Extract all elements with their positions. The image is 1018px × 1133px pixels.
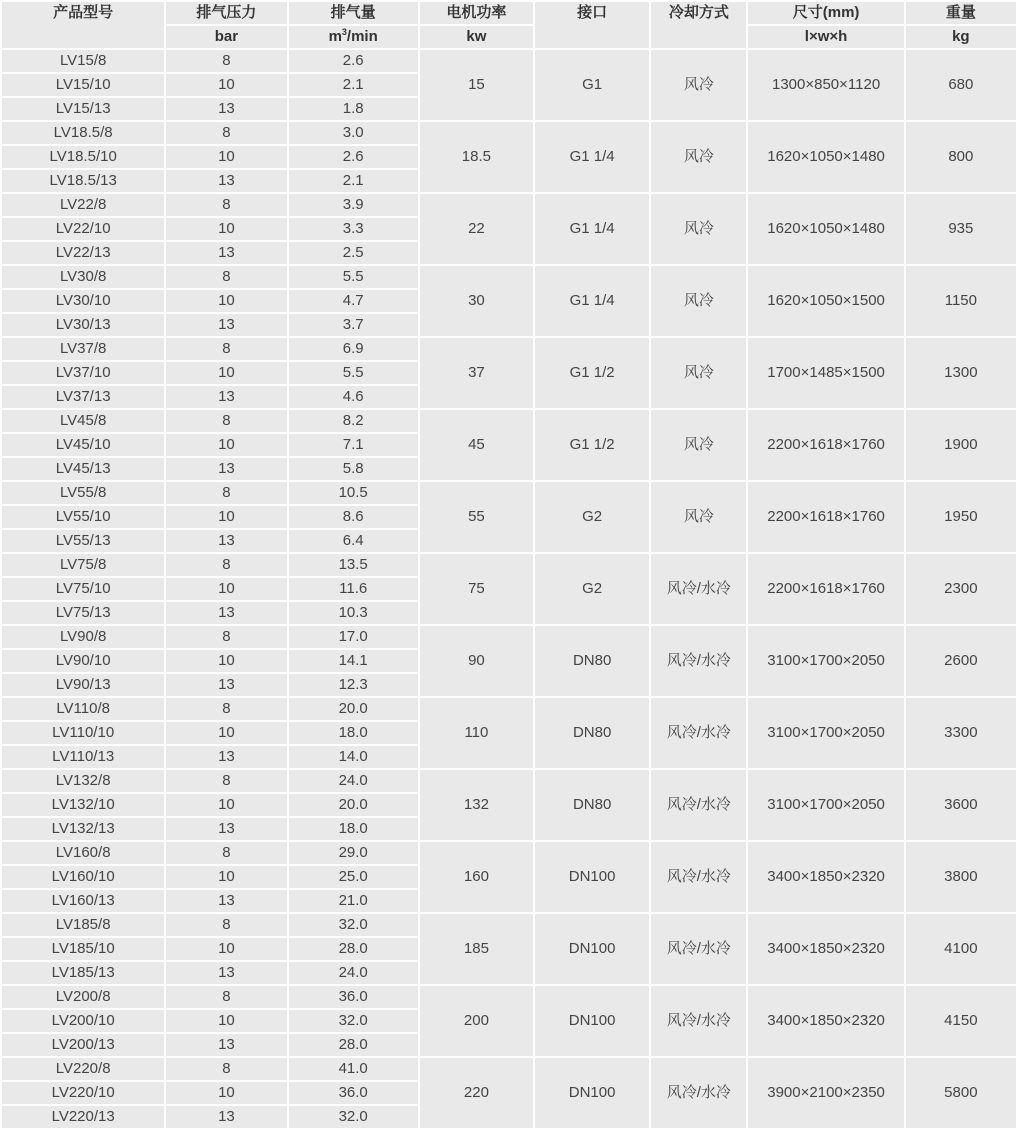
cell-pressure: 8 — [166, 338, 286, 360]
cell-flow: 3.7 — [289, 314, 418, 336]
cell-weight: 1150 — [906, 266, 1016, 336]
cell-flow: 11.6 — [289, 578, 418, 600]
table-row — [2, 698, 1016, 720]
cell-model: LV160/10 — [2, 866, 164, 888]
cell-size: 3900×2100×2350 — [748, 1058, 903, 1128]
cell-pressure: 10 — [166, 578, 286, 600]
cell-model: LV220/13 — [2, 1106, 164, 1128]
cell-pressure: 13 — [166, 98, 286, 120]
cell-model: LV185/10 — [2, 938, 164, 960]
cell-size: 1620×1050×1480 — [748, 122, 903, 192]
header-pressure: 排气压力 — [166, 2, 286, 24]
cell-flow: 10.3 — [289, 602, 418, 624]
cell-power: 110 — [420, 698, 533, 768]
cell-cooling: 风冷 — [651, 482, 746, 552]
cell-pressure: 13 — [166, 674, 286, 696]
cell-cooling: 风冷/水冷 — [651, 698, 746, 768]
cell-model: LV90/10 — [2, 650, 164, 672]
cell-flow: 3.9 — [289, 194, 418, 216]
cell-port: G1 1/2 — [535, 410, 649, 480]
cell-weight: 1950 — [906, 482, 1016, 552]
cell-model: LV160/8 — [2, 842, 164, 864]
cell-power: 45 — [420, 410, 533, 480]
cell-model: LV18.5/13 — [2, 170, 164, 192]
cell-flow: 8.2 — [289, 410, 418, 432]
cell-model: LV15/10 — [2, 74, 164, 96]
cell-power: 160 — [420, 842, 533, 912]
cell-pressure: 10 — [166, 218, 286, 240]
cell-cooling: 风冷/水冷 — [651, 986, 746, 1056]
cell-size: 3100×1700×2050 — [748, 626, 903, 696]
cell-size: 2200×1618×1760 — [748, 410, 903, 480]
cell-flow: 6.9 — [289, 338, 418, 360]
table-row — [2, 266, 1016, 288]
cell-port: G1 1/2 — [535, 338, 649, 408]
cell-flow: 32.0 — [289, 914, 418, 936]
table-header — [2, 2, 1016, 48]
cell-power: 132 — [420, 770, 533, 840]
cell-model: LV30/13 — [2, 314, 164, 336]
cell-pressure: 8 — [166, 770, 286, 792]
cell-pressure: 10 — [166, 506, 286, 528]
cell-flow: 36.0 — [289, 1082, 418, 1104]
cell-pressure: 8 — [166, 626, 286, 648]
cell-pressure: 10 — [166, 938, 286, 960]
cell-flow: 24.0 — [289, 962, 418, 984]
cell-power: 15 — [420, 50, 533, 120]
cell-model: LV75/13 — [2, 602, 164, 624]
cell-flow: 8.6 — [289, 506, 418, 528]
header-power: 电机功率 — [420, 2, 533, 24]
cell-model: LV200/13 — [2, 1034, 164, 1056]
cell-cooling: 风冷 — [651, 194, 746, 264]
cell-flow: 7.1 — [289, 434, 418, 456]
cell-pressure: 8 — [166, 122, 286, 144]
cell-pressure: 10 — [166, 794, 286, 816]
cell-port: DN100 — [535, 914, 649, 984]
cell-weight: 800 — [906, 122, 1016, 192]
cell-pressure: 10 — [166, 650, 286, 672]
cell-pressure: 8 — [166, 482, 286, 504]
table-row — [2, 122, 1016, 144]
cell-size: 3400×1850×2320 — [748, 914, 903, 984]
table-row — [2, 338, 1016, 360]
cell-cooling: 风冷/水冷 — [651, 554, 746, 624]
header-power-unit: kw — [420, 26, 533, 48]
cell-model: LV45/8 — [2, 410, 164, 432]
cell-port: DN100 — [535, 842, 649, 912]
cell-weight: 680 — [906, 50, 1016, 120]
cell-model: LV55/10 — [2, 506, 164, 528]
header-row-labels — [2, 2, 1016, 24]
cell-flow: 25.0 — [289, 866, 418, 888]
cell-cooling: 风冷 — [651, 338, 746, 408]
header-flow-unit — [289, 26, 418, 48]
header-weight: 重量 — [906, 2, 1016, 24]
cell-cooling: 风冷/水冷 — [651, 914, 746, 984]
cell-flow: 28.0 — [289, 938, 418, 960]
table-row — [2, 194, 1016, 216]
table-body — [2, 50, 1016, 1128]
cell-model: LV200/10 — [2, 1010, 164, 1032]
table-row — [2, 626, 1016, 648]
cell-pressure: 10 — [166, 722, 286, 744]
header-port: 接口 — [535, 2, 649, 48]
header-model: 产品型号 — [2, 2, 164, 48]
cell-size: 3100×1700×2050 — [748, 770, 903, 840]
cell-port: DN80 — [535, 626, 649, 696]
cell-cooling: 风冷 — [651, 50, 746, 120]
cell-weight: 5800 — [906, 1058, 1016, 1128]
cell-size: 3400×1850×2320 — [748, 986, 903, 1056]
table-row — [2, 770, 1016, 792]
cell-cooling: 风冷 — [651, 266, 746, 336]
cell-flow: 20.0 — [289, 794, 418, 816]
cell-model: LV185/13 — [2, 962, 164, 984]
cell-pressure: 10 — [166, 434, 286, 456]
cell-pressure: 10 — [166, 290, 286, 312]
cell-power: 18.5 — [420, 122, 533, 192]
table-row — [2, 914, 1016, 936]
cell-cooling: 风冷/水冷 — [651, 1058, 746, 1128]
cell-pressure: 8 — [166, 698, 286, 720]
cell-size: 1620×1050×1480 — [748, 194, 903, 264]
cell-cooling: 风冷/水冷 — [651, 842, 746, 912]
cell-size: 3400×1850×2320 — [748, 842, 903, 912]
cell-flow: 14.0 — [289, 746, 418, 768]
cell-pressure: 13 — [166, 818, 286, 840]
cell-flow: 2.1 — [289, 170, 418, 192]
cell-flow: 3.0 — [289, 122, 418, 144]
cell-pressure: 10 — [166, 362, 286, 384]
cell-pressure: 13 — [166, 1106, 286, 1128]
cell-model: LV37/8 — [2, 338, 164, 360]
cell-port: DN100 — [535, 1058, 649, 1128]
cell-port: G1 1/4 — [535, 266, 649, 336]
cell-pressure: 8 — [166, 842, 286, 864]
cell-flow: 6.4 — [289, 530, 418, 552]
cell-port: DN100 — [535, 986, 649, 1056]
cell-port: G1 1/4 — [535, 194, 649, 264]
cell-port: DN80 — [535, 770, 649, 840]
cell-port: DN80 — [535, 698, 649, 768]
cell-power: 220 — [420, 1058, 533, 1128]
cell-weight: 4150 — [906, 986, 1016, 1056]
cell-pressure: 13 — [166, 314, 286, 336]
cell-model: LV22/10 — [2, 218, 164, 240]
cell-flow: 14.1 — [289, 650, 418, 672]
cell-power: 55 — [420, 482, 533, 552]
cell-flow: 2.6 — [289, 146, 418, 168]
cell-model: LV45/10 — [2, 434, 164, 456]
cell-pressure: 10 — [166, 74, 286, 96]
cell-flow: 4.6 — [289, 386, 418, 408]
cell-flow: 5.8 — [289, 458, 418, 480]
cell-model: LV22/13 — [2, 242, 164, 264]
table-row — [2, 482, 1016, 504]
cell-model: LV185/8 — [2, 914, 164, 936]
cell-weight: 1300 — [906, 338, 1016, 408]
cell-weight: 3600 — [906, 770, 1016, 840]
cell-weight: 2300 — [906, 554, 1016, 624]
cell-model: LV75/8 — [2, 554, 164, 576]
cell-model: LV75/10 — [2, 578, 164, 600]
cell-flow: 3.3 — [289, 218, 418, 240]
cell-weight: 3800 — [906, 842, 1016, 912]
cell-pressure: 10 — [166, 146, 286, 168]
header-flow: 排气量 — [289, 2, 418, 24]
cell-size: 2200×1618×1760 — [748, 554, 903, 624]
cell-flow: 4.7 — [289, 290, 418, 312]
cell-model: LV132/10 — [2, 794, 164, 816]
cell-power: 90 — [420, 626, 533, 696]
cell-pressure: 8 — [166, 914, 286, 936]
cell-model: LV220/8 — [2, 1058, 164, 1080]
cell-flow: 1.8 — [289, 98, 418, 120]
cell-port: G2 — [535, 482, 649, 552]
cell-port: G1 — [535, 50, 649, 120]
cell-cooling: 风冷/水冷 — [651, 770, 746, 840]
cell-model: LV37/13 — [2, 386, 164, 408]
cell-power: 200 — [420, 986, 533, 1056]
cell-model: LV15/8 — [2, 50, 164, 72]
header-size: 尺寸(mm) — [748, 2, 903, 24]
cell-flow: 5.5 — [289, 266, 418, 288]
cell-weight: 4100 — [906, 914, 1016, 984]
cell-flow: 32.0 — [289, 1010, 418, 1032]
cell-model: LV15/13 — [2, 98, 164, 120]
cell-flow: 2.1 — [289, 74, 418, 96]
cell-cooling: 风冷 — [651, 122, 746, 192]
cell-cooling: 风冷/水冷 — [651, 626, 746, 696]
cell-pressure: 8 — [166, 410, 286, 432]
cell-pressure: 13 — [166, 458, 286, 480]
cell-model: LV110/13 — [2, 746, 164, 768]
cell-model: LV55/8 — [2, 482, 164, 504]
cell-model: LV110/8 — [2, 698, 164, 720]
cell-pressure: 8 — [166, 986, 286, 1008]
cell-flow: 29.0 — [289, 842, 418, 864]
cell-pressure: 10 — [166, 866, 286, 888]
cell-model: LV132/8 — [2, 770, 164, 792]
cell-flow: 41.0 — [289, 1058, 418, 1080]
cell-flow: 18.0 — [289, 818, 418, 840]
cell-port: G2 — [535, 554, 649, 624]
flow-unit-sup: 3 — [341, 27, 347, 37]
cell-pressure: 13 — [166, 962, 286, 984]
cell-flow: 32.0 — [289, 1106, 418, 1128]
cell-model: LV200/8 — [2, 986, 164, 1008]
cell-pressure: 8 — [166, 50, 286, 72]
cell-weight: 935 — [906, 194, 1016, 264]
cell-model: LV30/10 — [2, 290, 164, 312]
table-row — [2, 842, 1016, 864]
table-row — [2, 554, 1016, 576]
table-row — [2, 410, 1016, 432]
cell-model: LV90/13 — [2, 674, 164, 696]
cell-size: 1300×850×1120 — [748, 50, 903, 120]
cell-flow: 20.0 — [289, 698, 418, 720]
cell-pressure: 8 — [166, 266, 286, 288]
header-pressure-unit: bar — [166, 26, 286, 48]
cell-pressure: 13 — [166, 530, 286, 552]
cell-model: LV22/8 — [2, 194, 164, 216]
cell-weight: 1900 — [906, 410, 1016, 480]
cell-port: G1 1/4 — [535, 122, 649, 192]
cell-pressure: 13 — [166, 890, 286, 912]
cell-flow: 36.0 — [289, 986, 418, 1008]
cell-model: LV90/8 — [2, 626, 164, 648]
cell-power: 30 — [420, 266, 533, 336]
cell-size: 3100×1700×2050 — [748, 698, 903, 768]
flow-unit-base: m — [328, 28, 342, 45]
table-row — [2, 50, 1016, 72]
cell-pressure: 13 — [166, 1034, 286, 1056]
cell-pressure: 13 — [166, 602, 286, 624]
cell-model: LV110/10 — [2, 722, 164, 744]
cell-pressure: 8 — [166, 554, 286, 576]
cell-model: LV18.5/10 — [2, 146, 164, 168]
cell-model: LV45/13 — [2, 458, 164, 480]
cell-size: 2200×1618×1760 — [748, 482, 903, 552]
cell-power: 185 — [420, 914, 533, 984]
cell-power: 22 — [420, 194, 533, 264]
cell-model: LV220/10 — [2, 1082, 164, 1104]
cell-flow: 28.0 — [289, 1034, 418, 1056]
table-row — [2, 1058, 1016, 1080]
cell-cooling: 风冷 — [651, 410, 746, 480]
cell-power: 37 — [420, 338, 533, 408]
cell-flow: 17.0 — [289, 626, 418, 648]
cell-flow: 21.0 — [289, 890, 418, 912]
cell-pressure: 13 — [166, 746, 286, 768]
cell-model: LV30/8 — [2, 266, 164, 288]
header-cooling: 冷却方式 — [651, 2, 746, 48]
cell-pressure: 8 — [166, 194, 286, 216]
cell-model: LV160/13 — [2, 890, 164, 912]
header-weight-unit: kg — [906, 26, 1016, 48]
table-row — [2, 986, 1016, 1008]
flow-unit-tail: /min — [346, 28, 378, 45]
cell-pressure: 13 — [166, 242, 286, 264]
cell-flow: 24.0 — [289, 770, 418, 792]
cell-flow: 13.5 — [289, 554, 418, 576]
cell-pressure: 10 — [166, 1082, 286, 1104]
cell-power: 75 — [420, 554, 533, 624]
cell-pressure: 8 — [166, 1058, 286, 1080]
cell-flow: 18.0 — [289, 722, 418, 744]
cell-flow: 12.3 — [289, 674, 418, 696]
header-size-unit: l×w×h — [748, 26, 903, 48]
cell-size: 1700×1485×1500 — [748, 338, 903, 408]
cell-pressure: 13 — [166, 386, 286, 408]
cell-model: LV55/13 — [2, 530, 164, 552]
cell-weight: 2600 — [906, 626, 1016, 696]
cell-flow: 5.5 — [289, 362, 418, 384]
cell-weight: 3300 — [906, 698, 1016, 768]
cell-flow: 2.6 — [289, 50, 418, 72]
cell-model: LV18.5/8 — [2, 122, 164, 144]
cell-pressure: 10 — [166, 1010, 286, 1032]
cell-model: LV132/13 — [2, 818, 164, 840]
cell-model: LV37/10 — [2, 362, 164, 384]
cell-flow: 10.5 — [289, 482, 418, 504]
cell-flow: 2.5 — [289, 242, 418, 264]
cell-pressure: 13 — [166, 170, 286, 192]
cell-size: 1620×1050×1500 — [748, 266, 903, 336]
